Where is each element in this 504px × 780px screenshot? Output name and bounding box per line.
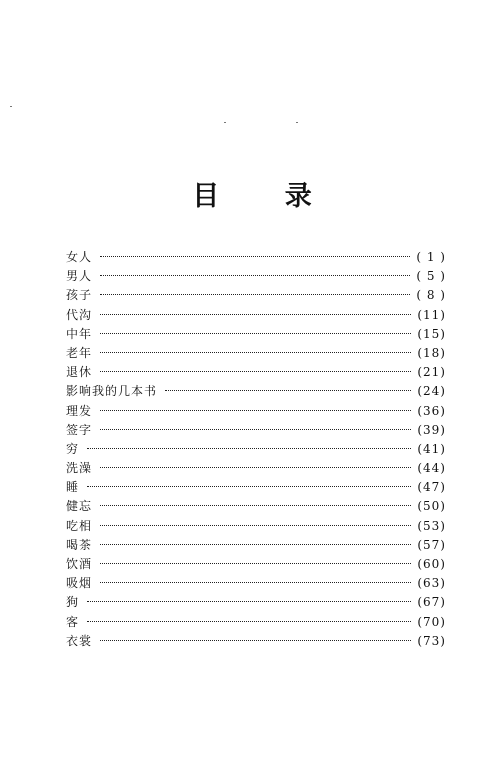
- toc-entry-title: 洗澡: [66, 461, 93, 476]
- toc-entry-page: (57): [417, 537, 446, 552]
- toc-entry: [66, 325, 446, 344]
- toc-entry: [66, 459, 446, 478]
- dot-leader: [87, 486, 411, 487]
- toc-entry-title: 男人: [66, 269, 93, 284]
- dot-leader: [100, 582, 411, 583]
- toc-entry-title: 影响我的几本书: [66, 384, 158, 399]
- toc-entry: [66, 517, 446, 536]
- dot-leader: [87, 601, 411, 602]
- toc-entry-page: (73): [417, 633, 446, 648]
- dot-leader: [100, 563, 411, 564]
- toc-entry-title: 睡: [66, 480, 80, 495]
- toc-entry-page: (11): [417, 307, 446, 322]
- toc-entry-page: (63): [417, 576, 446, 591]
- page-title: 目 录: [192, 181, 340, 212]
- dot-leader: [100, 275, 410, 276]
- toc-entry-page: (53): [417, 518, 446, 533]
- toc-entry: [66, 248, 446, 267]
- dot-leader: [100, 640, 411, 641]
- dot-leader: [100, 256, 410, 257]
- toc-entry-page: ( 5 ): [416, 269, 446, 284]
- toc-entry: [66, 363, 446, 382]
- dot-leader: [87, 621, 411, 622]
- toc-entry-page: (36): [417, 403, 446, 418]
- toc-entry: [66, 478, 446, 497]
- toc-entry-page: (41): [417, 441, 446, 456]
- toc-entry-page: (39): [417, 422, 446, 437]
- toc-entry-title: 健忘: [66, 499, 93, 514]
- scan-speck: [10, 106, 12, 107]
- dot-leader: [100, 410, 411, 411]
- dot-leader: [100, 467, 411, 468]
- dot-leader: [100, 544, 411, 545]
- toc-entry-page: (15): [417, 326, 446, 341]
- table-of-contents: [66, 248, 446, 651]
- toc-entry: [66, 497, 446, 516]
- dot-leader: [100, 294, 410, 295]
- toc-entry-title: 饮酒: [66, 557, 93, 571]
- toc-entry: [66, 267, 446, 286]
- toc-entry-title: 老年: [66, 345, 93, 360]
- toc-entry: [66, 306, 446, 325]
- toc-entry-title: 狗: [66, 595, 80, 610]
- toc-entry-title: 客: [66, 614, 80, 629]
- toc-entry-title: 穷: [66, 441, 80, 456]
- toc-entry-page: (18): [417, 345, 446, 360]
- toc-entry-title: 女人: [66, 250, 93, 264]
- toc-entry-title: 吃相: [66, 518, 93, 533]
- toc-entry-page: ( 8 ): [416, 288, 446, 303]
- scan-speck: [224, 122, 226, 123]
- toc-entry-page: (67): [417, 595, 446, 610]
- toc-entry-title: 孩子: [66, 288, 93, 303]
- toc-entry-title: 喝茶: [66, 537, 93, 552]
- toc-entry: [66, 286, 446, 305]
- toc-entry: [66, 421, 446, 440]
- toc-entry-page: (60): [417, 557, 446, 571]
- toc-entry-page: (44): [417, 461, 446, 476]
- toc-entry: [66, 536, 446, 555]
- toc-entry: [66, 574, 446, 593]
- dot-leader: [100, 333, 411, 334]
- dot-leader: [100, 371, 411, 372]
- toc-entry-title: 中年: [66, 326, 93, 341]
- toc-entry-page: (47): [417, 480, 446, 495]
- dot-leader: [100, 352, 411, 353]
- toc-entry-title: 理发: [66, 403, 93, 418]
- toc-entry-page: (50): [417, 499, 446, 514]
- dot-leader: [100, 505, 411, 506]
- toc-entry: [66, 440, 446, 459]
- toc-entry: [66, 632, 446, 651]
- toc-entry-title: 吸烟: [66, 576, 93, 591]
- toc-entry-title: 退休: [66, 365, 93, 380]
- toc-entry: [66, 344, 446, 363]
- toc-entry-page: (70): [417, 614, 446, 629]
- toc-entry-title: 衣裳: [66, 633, 93, 648]
- toc-entry-title: 签字: [66, 422, 93, 437]
- toc-entry: [66, 402, 446, 421]
- dot-leader: [100, 314, 411, 315]
- toc-entry-page: (21): [417, 365, 446, 380]
- toc-entry-title: 代沟: [66, 307, 93, 322]
- dot-leader: [165, 390, 411, 391]
- toc-entry: [66, 613, 446, 632]
- toc-entry: [66, 382, 446, 401]
- toc-entry-page: (24): [417, 384, 446, 399]
- dot-leader: [100, 525, 411, 526]
- toc-entry: [66, 593, 446, 612]
- dot-leader: [87, 448, 411, 449]
- dot-leader: [100, 429, 411, 430]
- toc-entry-page: ( 1 ): [416, 250, 446, 264]
- toc-entry: [66, 555, 446, 574]
- scan-speck: [296, 122, 298, 123]
